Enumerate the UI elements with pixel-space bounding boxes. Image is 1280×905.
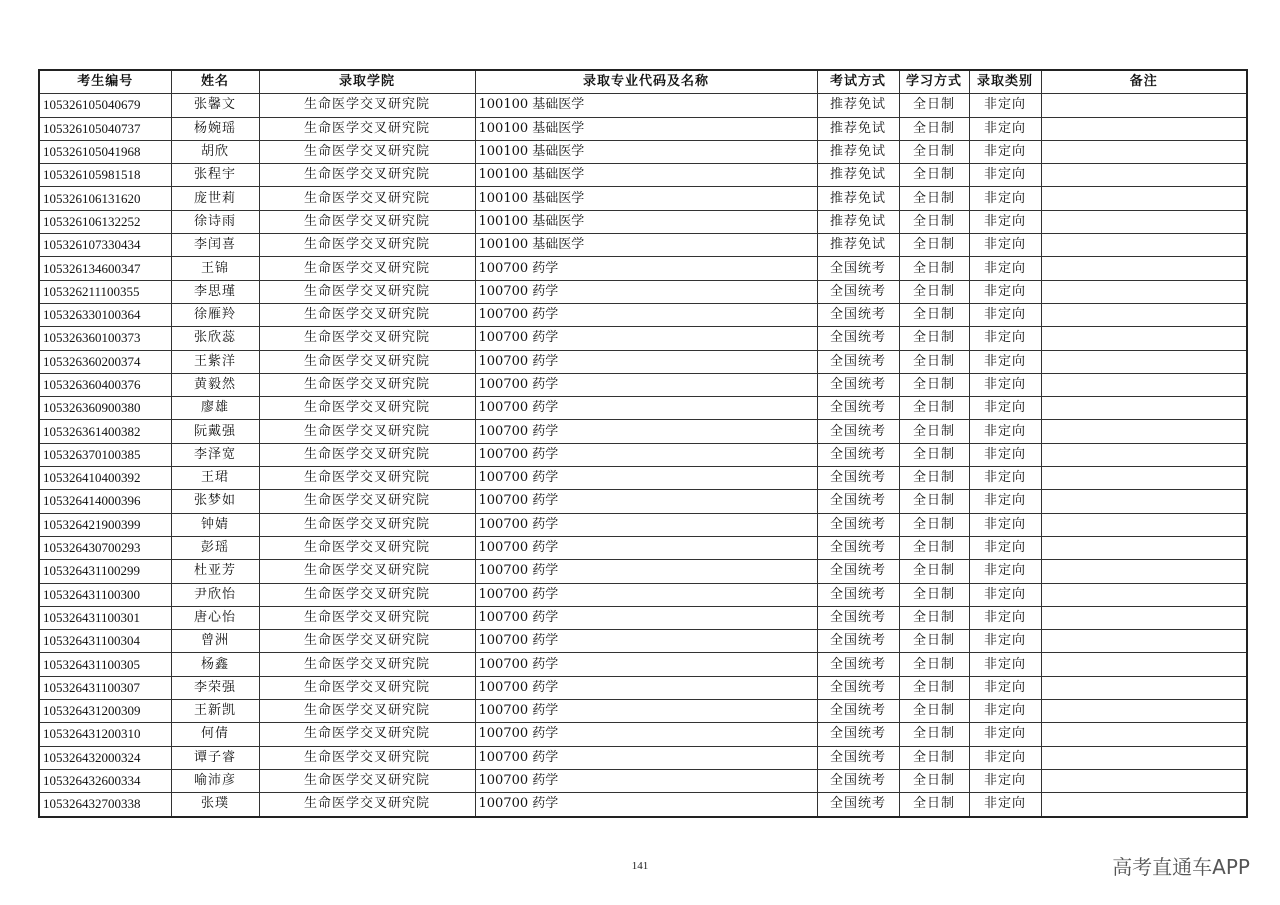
cell-note <box>1041 397 1247 420</box>
cell-exam-type: 全国统考 <box>817 443 899 466</box>
cell-college: 生命医学交叉研究院 <box>259 793 475 817</box>
cell-category: 非定向 <box>969 490 1041 513</box>
cell-candidate-id: 105326410400392 <box>39 467 171 490</box>
cell-candidate-id: 105326432700338 <box>39 793 171 817</box>
cell-candidate-id: 105326414000396 <box>39 490 171 513</box>
cell-exam-type: 全国统考 <box>817 583 899 606</box>
cell-college: 生命医学交叉研究院 <box>259 257 475 280</box>
cell-college: 生命医学交叉研究院 <box>259 653 475 676</box>
cell-exam-type: 全国统考 <box>817 723 899 746</box>
cell-study-mode: 全日制 <box>899 560 969 583</box>
cell-name: 王新凯 <box>171 700 259 723</box>
cell-major: 100100 基础医学 <box>475 94 817 117</box>
cell-note <box>1041 443 1247 466</box>
cell-name: 李荣强 <box>171 676 259 699</box>
cell-study-mode: 全日制 <box>899 94 969 117</box>
cell-exam-type: 全国统考 <box>817 630 899 653</box>
table-row <box>39 164 1247 187</box>
cell-college: 生命医学交叉研究院 <box>259 327 475 350</box>
cell-study-mode: 全日制 <box>899 420 969 443</box>
table-row <box>39 234 1247 257</box>
cell-note <box>1041 303 1247 326</box>
cell-study-mode: 全日制 <box>899 467 969 490</box>
table-row <box>39 560 1247 583</box>
cell-category: 非定向 <box>969 769 1041 792</box>
cell-major: 100700 药学 <box>475 303 817 326</box>
cell-candidate-id: 105326432000324 <box>39 746 171 769</box>
cell-category: 非定向 <box>969 467 1041 490</box>
cell-note <box>1041 630 1247 653</box>
cell-candidate-id: 105326431100304 <box>39 630 171 653</box>
cell-college: 生命医学交叉研究院 <box>259 94 475 117</box>
cell-exam-type: 全国统考 <box>817 280 899 303</box>
cell-candidate-id: 105326105981518 <box>39 164 171 187</box>
table-row <box>39 746 1247 769</box>
cell-name: 王紫洋 <box>171 350 259 373</box>
cell-name: 李泽宽 <box>171 443 259 466</box>
cell-name: 王珺 <box>171 467 259 490</box>
cell-note <box>1041 769 1247 792</box>
cell-major: 100700 药学 <box>475 723 817 746</box>
cell-category: 非定向 <box>969 676 1041 699</box>
cell-candidate-id: 105326430700293 <box>39 536 171 559</box>
table-header <box>39 70 1247 94</box>
cell-category: 非定向 <box>969 606 1041 629</box>
cell-name: 黄毅然 <box>171 373 259 396</box>
table-row <box>39 630 1247 653</box>
cell-exam-type: 全国统考 <box>817 513 899 536</box>
cell-category: 非定向 <box>969 94 1041 117</box>
cell-major: 100700 药学 <box>475 630 817 653</box>
cell-major: 100700 药学 <box>475 513 817 536</box>
admission-roster-table <box>38 69 1248 818</box>
cell-category: 非定向 <box>969 303 1041 326</box>
cell-college: 生命医学交叉研究院 <box>259 303 475 326</box>
cell-candidate-id: 105326360400376 <box>39 373 171 396</box>
cell-note <box>1041 373 1247 396</box>
cell-candidate-id: 105326431100307 <box>39 676 171 699</box>
table-row <box>39 723 1247 746</box>
cell-college: 生命医学交叉研究院 <box>259 210 475 233</box>
cell-name: 钟婧 <box>171 513 259 536</box>
cell-category: 非定向 <box>969 513 1041 536</box>
cell-major: 100700 药学 <box>475 653 817 676</box>
cell-study-mode: 全日制 <box>899 793 969 817</box>
header-category: 录取类别 <box>969 70 1041 94</box>
cell-candidate-id: 105326105041968 <box>39 140 171 163</box>
cell-candidate-id: 105326360900380 <box>39 397 171 420</box>
cell-category: 非定向 <box>969 373 1041 396</box>
cell-study-mode: 全日制 <box>899 513 969 536</box>
cell-candidate-id: 105326431100300 <box>39 583 171 606</box>
table-row <box>39 94 1247 117</box>
cell-candidate-id: 105326370100385 <box>39 443 171 466</box>
table-row <box>39 443 1247 466</box>
header-note: 备注 <box>1041 70 1247 94</box>
table-row <box>39 210 1247 233</box>
cell-college: 生命医学交叉研究院 <box>259 513 475 536</box>
cell-major: 100100 基础医学 <box>475 140 817 163</box>
cell-exam-type: 推荐免试 <box>817 187 899 210</box>
cell-note <box>1041 653 1247 676</box>
cell-category: 非定向 <box>969 397 1041 420</box>
cell-category: 非定向 <box>969 560 1041 583</box>
cell-major: 100700 药学 <box>475 676 817 699</box>
cell-note <box>1041 94 1247 117</box>
cell-major: 100100 基础医学 <box>475 234 817 257</box>
cell-candidate-id: 105326431100305 <box>39 653 171 676</box>
cell-college: 生命医学交叉研究院 <box>259 117 475 140</box>
cell-college: 生命医学交叉研究院 <box>259 443 475 466</box>
cell-major: 100700 药学 <box>475 606 817 629</box>
cell-study-mode: 全日制 <box>899 583 969 606</box>
cell-exam-type: 推荐免试 <box>817 210 899 233</box>
cell-major: 100700 药学 <box>475 769 817 792</box>
cell-candidate-id: 105326105040737 <box>39 117 171 140</box>
header-name: 姓名 <box>171 70 259 94</box>
cell-major: 100100 基础医学 <box>475 117 817 140</box>
table-row <box>39 420 1247 443</box>
cell-major: 100700 药学 <box>475 397 817 420</box>
page-number: 141 <box>631 860 649 872</box>
cell-name: 阮戴强 <box>171 420 259 443</box>
table-row <box>39 513 1247 536</box>
cell-major: 100700 药学 <box>475 583 817 606</box>
cell-college: 生命医学交叉研究院 <box>259 420 475 443</box>
cell-exam-type: 全国统考 <box>817 653 899 676</box>
cell-college: 生命医学交叉研究院 <box>259 140 475 163</box>
table-row <box>39 653 1247 676</box>
cell-name: 廖雄 <box>171 397 259 420</box>
cell-study-mode: 全日制 <box>899 187 969 210</box>
cell-note <box>1041 140 1247 163</box>
cell-category: 非定向 <box>969 420 1041 443</box>
cell-note <box>1041 327 1247 350</box>
cell-college: 生命医学交叉研究院 <box>259 769 475 792</box>
cell-category: 非定向 <box>969 723 1041 746</box>
cell-study-mode: 全日制 <box>899 327 969 350</box>
cell-name: 徐雁羚 <box>171 303 259 326</box>
cell-note <box>1041 536 1247 559</box>
cell-college: 生命医学交叉研究院 <box>259 373 475 396</box>
cell-name: 张璞 <box>171 793 259 817</box>
cell-study-mode: 全日制 <box>899 700 969 723</box>
header-candidate-id: 考生编号 <box>39 70 171 94</box>
cell-note <box>1041 560 1247 583</box>
cell-name: 杨鑫 <box>171 653 259 676</box>
cell-study-mode: 全日制 <box>899 769 969 792</box>
cell-study-mode: 全日制 <box>899 490 969 513</box>
cell-college: 生命医学交叉研究院 <box>259 723 475 746</box>
cell-category: 非定向 <box>969 140 1041 163</box>
cell-exam-type: 全国统考 <box>817 490 899 513</box>
cell-candidate-id: 105326106132252 <box>39 210 171 233</box>
cell-exam-type: 全国统考 <box>817 467 899 490</box>
header-college: 录取学院 <box>259 70 475 94</box>
cell-note <box>1041 234 1247 257</box>
cell-exam-type: 全国统考 <box>817 793 899 817</box>
cell-note <box>1041 467 1247 490</box>
header-exam-type: 考试方式 <box>817 70 899 94</box>
cell-college: 生命医学交叉研究院 <box>259 746 475 769</box>
cell-name: 唐心怡 <box>171 606 259 629</box>
cell-major: 100700 药学 <box>475 373 817 396</box>
cell-study-mode: 全日制 <box>899 536 969 559</box>
cell-major: 100700 药学 <box>475 560 817 583</box>
table-row <box>39 257 1247 280</box>
cell-category: 非定向 <box>969 164 1041 187</box>
cell-college: 生命医学交叉研究院 <box>259 280 475 303</box>
cell-college: 生命医学交叉研究院 <box>259 234 475 257</box>
cell-exam-type: 全国统考 <box>817 350 899 373</box>
table-row <box>39 700 1247 723</box>
cell-name: 张馨文 <box>171 94 259 117</box>
cell-exam-type: 推荐免试 <box>817 234 899 257</box>
cell-note <box>1041 583 1247 606</box>
cell-exam-type: 全国统考 <box>817 606 899 629</box>
table-row <box>39 536 1247 559</box>
cell-category: 非定向 <box>969 630 1041 653</box>
cell-name: 杜亚芳 <box>171 560 259 583</box>
cell-category: 非定向 <box>969 746 1041 769</box>
table-row <box>39 327 1247 350</box>
cell-study-mode: 全日制 <box>899 257 969 280</box>
cell-name: 曾洲 <box>171 630 259 653</box>
cell-exam-type: 全国统考 <box>817 327 899 350</box>
table-row <box>39 490 1247 513</box>
cell-category: 非定向 <box>969 257 1041 280</box>
cell-name: 张梦如 <box>171 490 259 513</box>
cell-college: 生命医学交叉研究院 <box>259 467 475 490</box>
cell-exam-type: 全国统考 <box>817 536 899 559</box>
cell-category: 非定向 <box>969 653 1041 676</box>
table-row <box>39 140 1247 163</box>
cell-category: 非定向 <box>969 583 1041 606</box>
table-row <box>39 303 1247 326</box>
cell-major: 100700 药学 <box>475 280 817 303</box>
table-row <box>39 397 1247 420</box>
cell-major: 100700 药学 <box>475 350 817 373</box>
cell-study-mode: 全日制 <box>899 676 969 699</box>
cell-study-mode: 全日制 <box>899 723 969 746</box>
cell-candidate-id: 105326360100373 <box>39 327 171 350</box>
cell-candidate-id: 105326134600347 <box>39 257 171 280</box>
cell-name: 喻沛彦 <box>171 769 259 792</box>
cell-category: 非定向 <box>969 117 1041 140</box>
table-row <box>39 769 1247 792</box>
cell-note <box>1041 606 1247 629</box>
cell-note <box>1041 676 1247 699</box>
cell-note <box>1041 746 1247 769</box>
cell-note <box>1041 420 1247 443</box>
cell-exam-type: 推荐免试 <box>817 140 899 163</box>
cell-candidate-id: 105326360200374 <box>39 350 171 373</box>
cell-category: 非定向 <box>969 350 1041 373</box>
cell-major: 100700 药学 <box>475 793 817 817</box>
cell-note <box>1041 700 1247 723</box>
cell-college: 生命医学交叉研究院 <box>259 187 475 210</box>
cell-exam-type: 全国统考 <box>817 257 899 280</box>
cell-category: 非定向 <box>969 234 1041 257</box>
cell-name: 杨婉瑶 <box>171 117 259 140</box>
cell-candidate-id: 105326431200309 <box>39 700 171 723</box>
table-row <box>39 606 1247 629</box>
cell-major: 100700 药学 <box>475 467 817 490</box>
table-row <box>39 373 1247 396</box>
table-body <box>39 94 1247 817</box>
cell-candidate-id: 105326330100364 <box>39 303 171 326</box>
cell-major: 100700 药学 <box>475 746 817 769</box>
cell-major: 100700 药学 <box>475 420 817 443</box>
cell-category: 非定向 <box>969 280 1041 303</box>
cell-name: 李思瑾 <box>171 280 259 303</box>
cell-study-mode: 全日制 <box>899 746 969 769</box>
cell-study-mode: 全日制 <box>899 210 969 233</box>
cell-study-mode: 全日制 <box>899 373 969 396</box>
table-row <box>39 467 1247 490</box>
cell-candidate-id: 105326361400382 <box>39 420 171 443</box>
cell-major: 100700 药学 <box>475 257 817 280</box>
table-row <box>39 676 1247 699</box>
cell-study-mode: 全日制 <box>899 397 969 420</box>
cell-study-mode: 全日制 <box>899 117 969 140</box>
cell-exam-type: 全国统考 <box>817 303 899 326</box>
cell-college: 生命医学交叉研究院 <box>259 700 475 723</box>
cell-name: 尹欣怡 <box>171 583 259 606</box>
cell-college: 生命医学交叉研究院 <box>259 164 475 187</box>
cell-name: 徐诗雨 <box>171 210 259 233</box>
cell-note <box>1041 723 1247 746</box>
cell-note <box>1041 280 1247 303</box>
cell-note <box>1041 490 1247 513</box>
cell-candidate-id: 105326431200310 <box>39 723 171 746</box>
cell-college: 生命医学交叉研究院 <box>259 583 475 606</box>
cell-note <box>1041 117 1247 140</box>
cell-name: 谭子睿 <box>171 746 259 769</box>
cell-study-mode: 全日制 <box>899 443 969 466</box>
cell-college: 生命医学交叉研究院 <box>259 490 475 513</box>
cell-note <box>1041 164 1247 187</box>
cell-college: 生命医学交叉研究院 <box>259 606 475 629</box>
cell-category: 非定向 <box>969 700 1041 723</box>
cell-candidate-id: 105326431100301 <box>39 606 171 629</box>
cell-study-mode: 全日制 <box>899 630 969 653</box>
cell-note <box>1041 513 1247 536</box>
cell-note <box>1041 350 1247 373</box>
cell-study-mode: 全日制 <box>899 653 969 676</box>
cell-study-mode: 全日制 <box>899 164 969 187</box>
cell-note <box>1041 187 1247 210</box>
cell-exam-type: 全国统考 <box>817 397 899 420</box>
cell-note <box>1041 257 1247 280</box>
cell-major: 100700 药学 <box>475 443 817 466</box>
cell-study-mode: 全日制 <box>899 606 969 629</box>
table-row <box>39 187 1247 210</box>
cell-name: 胡欣 <box>171 140 259 163</box>
cell-college: 生命医学交叉研究院 <box>259 630 475 653</box>
cell-name: 庞世莉 <box>171 187 259 210</box>
cell-name: 张程宇 <box>171 164 259 187</box>
cell-study-mode: 全日制 <box>899 140 969 163</box>
cell-major: 100700 药学 <box>475 490 817 513</box>
cell-note <box>1041 793 1247 817</box>
table-row <box>39 583 1247 606</box>
cell-study-mode: 全日制 <box>899 280 969 303</box>
cell-name: 李闰喜 <box>171 234 259 257</box>
cell-name: 张欣蕊 <box>171 327 259 350</box>
cell-category: 非定向 <box>969 536 1041 559</box>
cell-exam-type: 全国统考 <box>817 420 899 443</box>
cell-exam-type: 全国统考 <box>817 560 899 583</box>
cell-candidate-id: 105326105040679 <box>39 94 171 117</box>
cell-exam-type: 推荐免试 <box>817 164 899 187</box>
cell-exam-type: 全国统考 <box>817 676 899 699</box>
cell-major: 100700 药学 <box>475 327 817 350</box>
cell-note <box>1041 210 1247 233</box>
cell-major: 100700 药学 <box>475 700 817 723</box>
cell-category: 非定向 <box>969 793 1041 817</box>
table-row <box>39 793 1247 817</box>
cell-college: 生命医学交叉研究院 <box>259 350 475 373</box>
cell-exam-type: 推荐免试 <box>817 117 899 140</box>
table-row <box>39 117 1247 140</box>
cell-category: 非定向 <box>969 187 1041 210</box>
cell-study-mode: 全日制 <box>899 350 969 373</box>
header-row <box>39 70 1247 94</box>
cell-candidate-id: 105326421900399 <box>39 513 171 536</box>
cell-exam-type: 全国统考 <box>817 700 899 723</box>
cell-college: 生命医学交叉研究院 <box>259 536 475 559</box>
cell-college: 生命医学交叉研究院 <box>259 560 475 583</box>
cell-candidate-id: 105326432600334 <box>39 769 171 792</box>
cell-exam-type: 全国统考 <box>817 746 899 769</box>
cell-category: 非定向 <box>969 443 1041 466</box>
cell-category: 非定向 <box>969 210 1041 233</box>
cell-college: 生命医学交叉研究院 <box>259 397 475 420</box>
header-study-mode: 学习方式 <box>899 70 969 94</box>
cell-exam-type: 推荐免试 <box>817 94 899 117</box>
cell-major: 100100 基础医学 <box>475 210 817 233</box>
cell-candidate-id: 105326107330434 <box>39 234 171 257</box>
cell-major: 100100 基础医学 <box>475 164 817 187</box>
cell-study-mode: 全日制 <box>899 234 969 257</box>
cell-name: 何倩 <box>171 723 259 746</box>
cell-name: 王锦 <box>171 257 259 280</box>
cell-study-mode: 全日制 <box>899 303 969 326</box>
cell-candidate-id: 105326211100355 <box>39 280 171 303</box>
cell-category: 非定向 <box>969 327 1041 350</box>
cell-major: 100100 基础医学 <box>475 187 817 210</box>
cell-exam-type: 全国统考 <box>817 373 899 396</box>
table-row <box>39 350 1247 373</box>
watermark-logo-text: 高考直通车APP <box>1112 855 1250 879</box>
cell-name: 彭瑶 <box>171 536 259 559</box>
cell-exam-type: 全国统考 <box>817 769 899 792</box>
cell-candidate-id: 105326106131620 <box>39 187 171 210</box>
cell-college: 生命医学交叉研究院 <box>259 676 475 699</box>
cell-major: 100700 药学 <box>475 536 817 559</box>
table-row <box>39 280 1247 303</box>
cell-candidate-id: 105326431100299 <box>39 560 171 583</box>
header-major: 录取专业代码及名称 <box>475 70 817 94</box>
